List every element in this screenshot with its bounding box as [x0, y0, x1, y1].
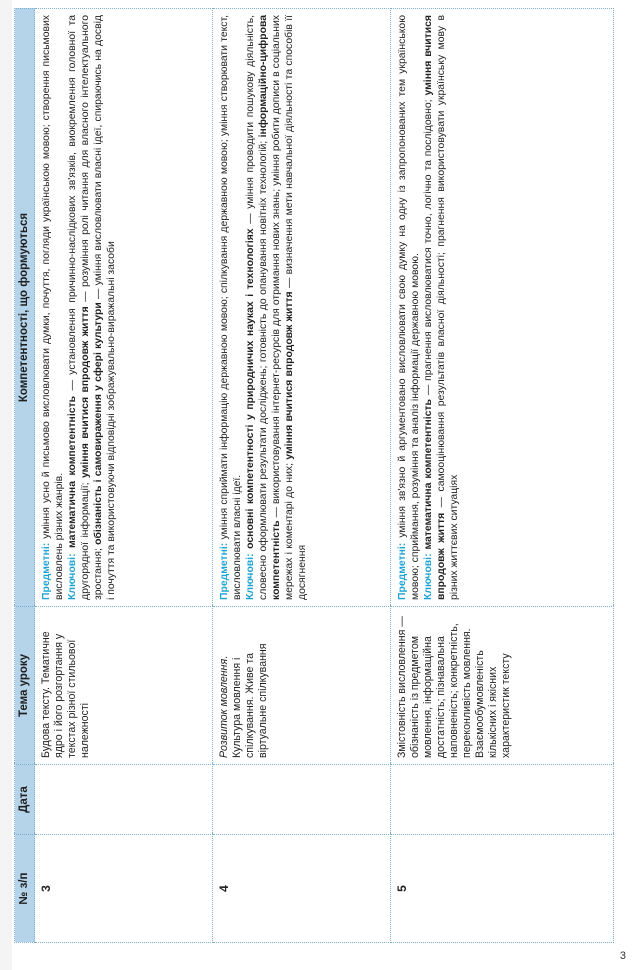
page-number: 3	[619, 950, 626, 962]
competency-name: обізнаність і самовираження у сфері культури	[93, 302, 104, 545]
row-number: 5	[391, 835, 614, 943]
competency-name: основні компетентності у природничих науках і технологіях	[245, 228, 256, 554]
lesson-plan-table	[14, 8, 614, 943]
cell-text: — розуміння ролі читання для власного інтелектуального зростання;	[80, 15, 104, 600]
competency-name: математична компетентність	[423, 399, 434, 554]
header-num: № з/п	[15, 835, 35, 943]
cell-text: — прагнення висловлюватися точно, логічно та послідовно;	[423, 95, 434, 400]
header-competencies: Компетентності, що формуються	[15, 9, 35, 607]
topic-emphasis: Розвиток мовлення	[218, 658, 230, 758]
cell-text: — уміння проводити пошукову діяльність, словесно оформлювати результати досліджень; готовність до опанування новітніх технологій;	[245, 15, 269, 600]
cell-text: Змістовність висловлення — обізнаність із предметом мовлення, інформаційна достатність; пізнавальна наповненість; конкретність, переконливість мовлення. Взаємообумовленість кількісних і якісних характеристик тексту	[396, 616, 512, 758]
table-header	[15, 9, 35, 943]
table-body	[35, 9, 614, 943]
row-date	[35, 765, 213, 835]
section-label: Предметні:	[397, 542, 408, 600]
cell-text: Будова тексту. Тематичне ядро і його розгортання у текстах різної стильової належності	[40, 631, 91, 758]
section-label: Предметні:	[219, 542, 230, 600]
row-topic	[391, 607, 614, 765]
cell-text: — використовування інтернет-ресурсів для отримання нових знань; уміння робити дописи в соціальних мережах і коментарі до них;	[271, 15, 295, 600]
section-label: Ключові:	[67, 553, 78, 600]
section-label: Ключові:	[245, 553, 256, 600]
competency-name: математична компетентність	[67, 396, 78, 554]
cell-text: — установлення причинно-наслідкових зв'язків, виокремлення головної та другорядної інформації;	[67, 15, 91, 600]
row-number: 4	[213, 835, 391, 943]
rotated-table-wrapper	[14, 8, 614, 943]
cell-text: . Культура мовлення і спілкування. Живе та віртуальне спілкування	[218, 643, 269, 758]
cell-text: уміння зв'язно й аргументовано висловлювати свою думку на одну із запропонованих тем українською мовою; сприймання, розуміння та аналіз інформації державною мовою.	[397, 15, 421, 600]
header-topic: Тема уроку	[15, 607, 35, 765]
competency-name: уміння вчитися впродовж життя	[284, 291, 295, 460]
header-date: Дата	[15, 765, 35, 835]
row-competencies	[391, 9, 614, 607]
row-topic	[213, 607, 391, 765]
row-date	[391, 765, 614, 835]
table-row	[213, 9, 391, 943]
row-number: 3	[35, 835, 213, 943]
row-topic	[35, 607, 213, 765]
section-label: Предметні:	[41, 542, 52, 600]
competency-name: інформаційно-цифрова компетентність	[258, 15, 282, 600]
table-row	[391, 9, 614, 943]
cell-text: — уміння висловлювати власні ідеї, спираючись на досвід і почуття та використовуючи відповідні зображувально-виражальні засоби	[93, 15, 117, 600]
competency-name: уміння вчитися впродовж життя	[423, 15, 447, 600]
header-row	[15, 9, 35, 943]
competency-name: уміння вчитися впродовж життя	[80, 306, 91, 478]
table-row	[35, 9, 213, 943]
cell-text: уміння сприймати інформацію державною мовою; спілкування державною мовою; уміння створювати текст, висловлювати власні ідеї.	[219, 15, 243, 600]
cell-text: — визначення мети навчальної діяльності та способів її досягнення	[284, 15, 308, 600]
cell-text: — самооцінювання результатів власної діяльності; прагнення використовувати українську мову в різних життєвих ситуаціях	[436, 15, 460, 600]
row-date	[213, 765, 391, 835]
section-label: Ключові:	[423, 553, 434, 600]
row-competencies	[213, 9, 391, 607]
cell-text: уміння усно й письмово висловлювати думки, почуття, погляди українською мовою; створення письмових висловлень різних жанрів.	[41, 15, 65, 600]
row-competencies	[35, 9, 213, 607]
